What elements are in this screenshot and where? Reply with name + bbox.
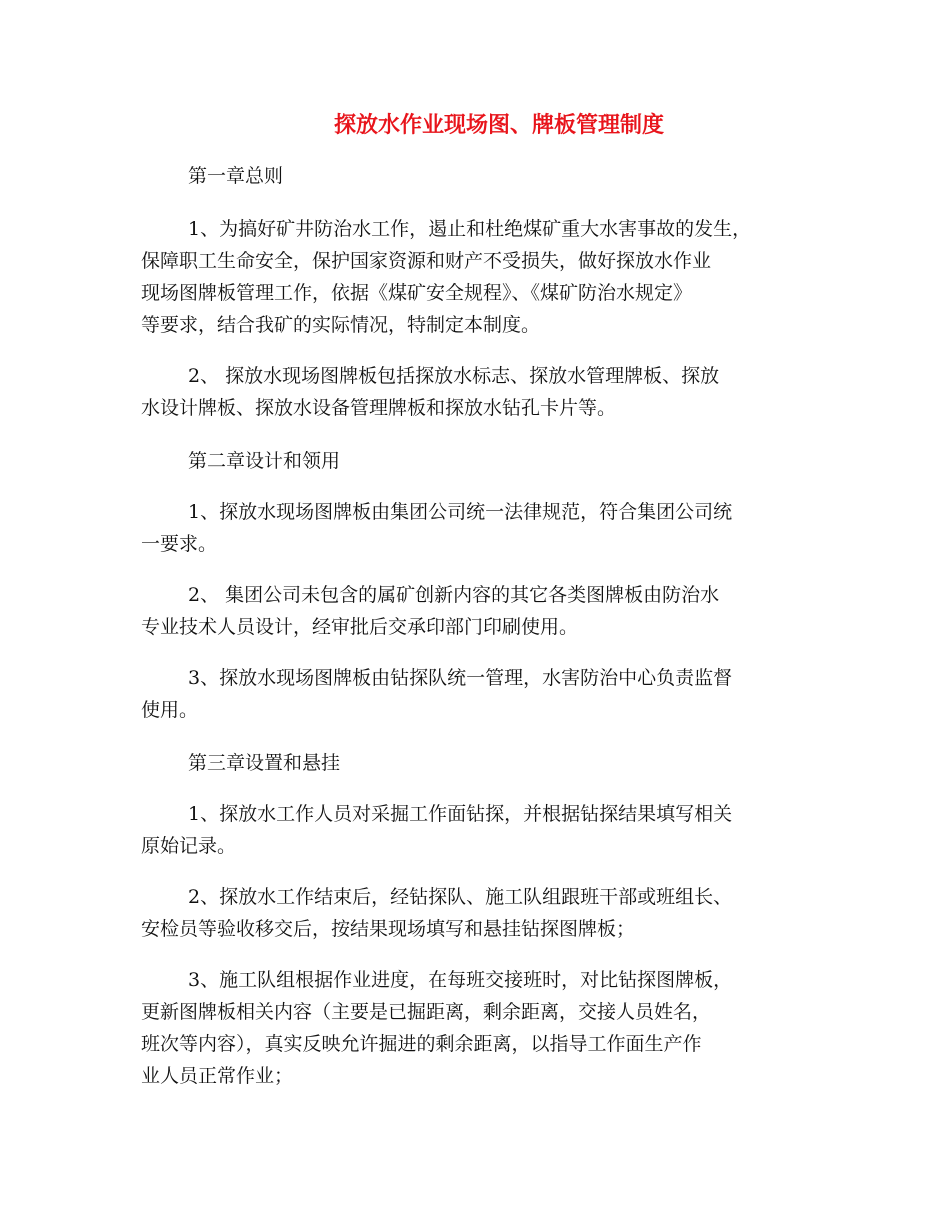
- text-line: 原始记录。: [141, 835, 237, 857]
- text-line: 1、为搞好矿井防治水工作，遏止和杜绝煤矿重大水害事故的发生，: [188, 218, 752, 240]
- text-line: 现场图牌板管理工作，依据《煤矿安全规程》、《煤矿防治水规定》: [141, 282, 693, 304]
- text-line: 第一章总则: [188, 165, 284, 187]
- text-line: 水设计牌板、探放水设备管理牌板和探放水钻孔卡片等。: [141, 397, 617, 419]
- paragraph-2-2: [141, 579, 811, 643]
- paragraph-2-3: [141, 662, 811, 726]
- text-line: 1、探放水现场图牌板由集团公司统一法律规范，符合集团公司统: [188, 501, 733, 523]
- chapter-1-heading: [141, 160, 811, 192]
- paragraph-3-2: [141, 881, 811, 945]
- text-line: 保障职工生命安全，保护国家资源和财产不受损失，做好探放水作业: [141, 250, 712, 272]
- text-line: 第三章设置和悬挂: [188, 752, 341, 774]
- paragraph-3-1: [141, 798, 811, 862]
- text-line: 一要求。: [141, 533, 218, 555]
- paragraph-3-3: [141, 964, 811, 1092]
- text-line: 等要求，结合我矿的实际情况，特制定本制度。: [141, 314, 541, 336]
- text-line: 业人员正常作业；: [141, 1065, 294, 1087]
- text-line: 班次等内容），真实反映允许掘进的剩余距离，以指导工作面生产作: [141, 1033, 702, 1055]
- text-line: 2、探放水工作结束后，经钻探队、施工队组跟班干部或班组长、: [188, 886, 733, 908]
- text-line: 使用。: [141, 699, 199, 721]
- document-title: 探放水作业现场图、牌板管理制度: [333, 113, 664, 138]
- paragraph-2-1: [141, 496, 811, 560]
- text-line: 专业技术人员设计，经审批后交承印部门印刷使用。: [141, 616, 579, 638]
- chapter-3-heading: [141, 747, 811, 779]
- paragraph-1-2: [141, 360, 811, 424]
- text-line: 3、探放水现场图牌板由钻探队统一管理，水害防治中心负责监督: [188, 667, 733, 689]
- paragraph-1-1: [141, 213, 811, 341]
- text-line: 第二章设计和领用: [188, 450, 341, 472]
- text-line: 1、探放水工作人员对采掘工作面钻探，并根据钻探结果填写相关: [188, 803, 733, 825]
- text-line: 2、 探放水现场图牌板包括探放水标志、探放水管理牌板、探放: [188, 365, 720, 387]
- text-line: 2、 集团公司未包含的属矿创新内容的其它各类图牌板由防治水: [188, 584, 720, 606]
- text-line: 安检员等验收移交后，按结果现场填写和悬挂钻探图牌板；: [141, 918, 636, 940]
- text-line: 更新图牌板相关内容（主要是已掘距离，剩余距离，交接人员姓名，: [141, 1001, 712, 1023]
- text-line: 3、施工队组根据作业进度，在每班交接班时，对比钻探图牌板，: [188, 969, 733, 991]
- chapter-2-heading: [141, 445, 811, 477]
